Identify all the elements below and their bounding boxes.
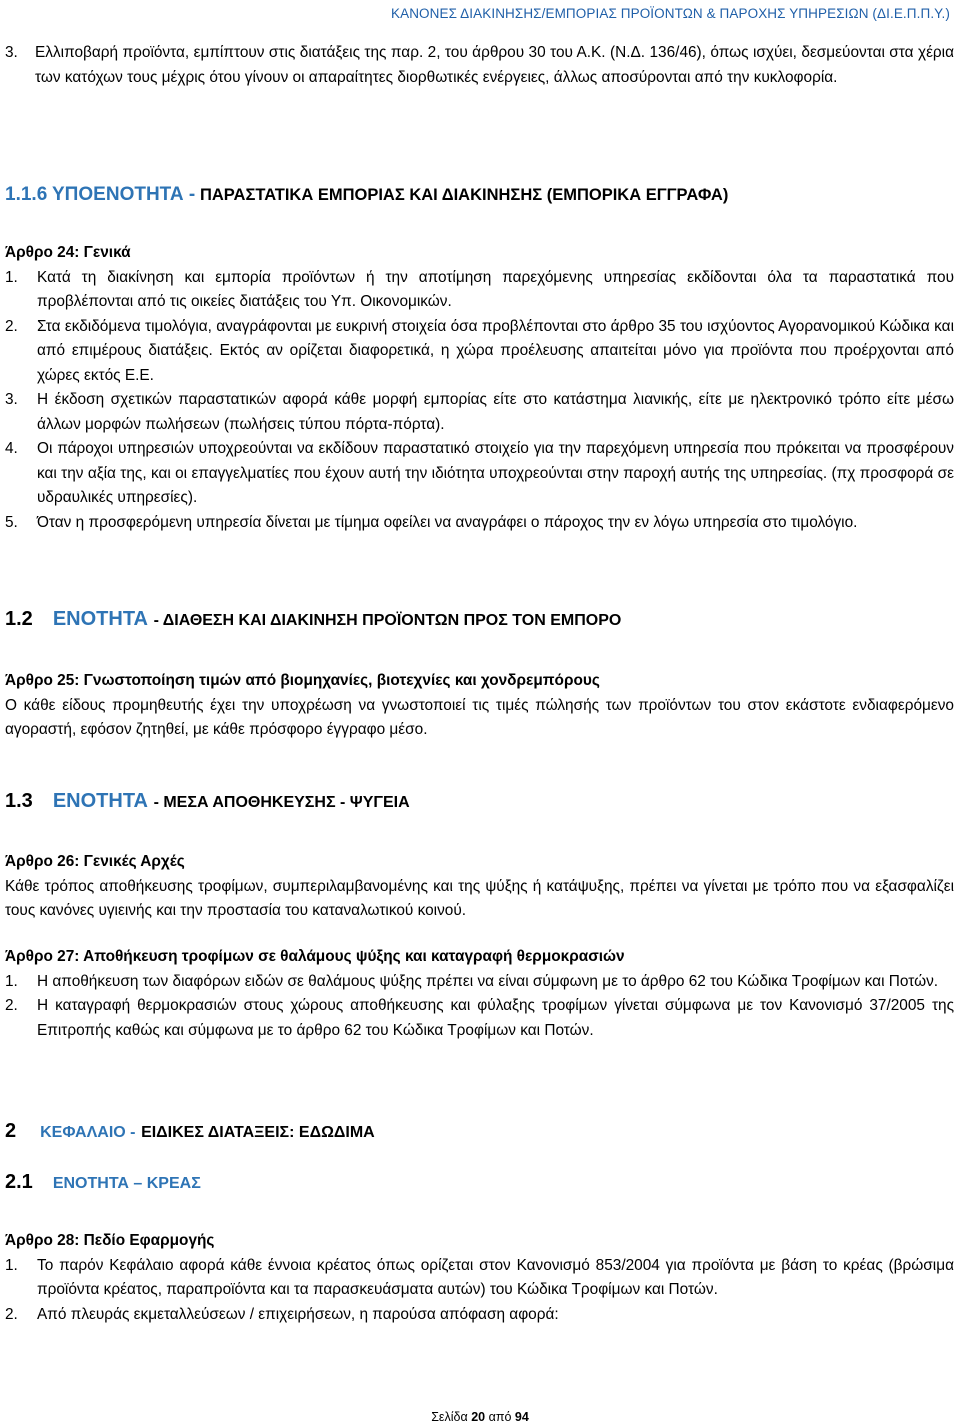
section-label: ΕΝΟΤΗΤΑ – ΚΡΕΑΣ [52, 1175, 201, 1192]
article-25 [5, 669, 954, 743]
list-item [5, 994, 954, 1043]
list-item [5, 970, 954, 995]
subsection-number: 1.1.6 [5, 184, 48, 205]
list-item [5, 1303, 954, 1328]
footer-current-page: 20 [471, 1410, 486, 1424]
list-number: 1. [5, 268, 18, 286]
chapter-number: 2 [5, 1120, 17, 1142]
list-number: 5. [5, 513, 18, 531]
section-heading-1-2 [5, 608, 621, 631]
list-text: Το παρόν Κεφάλαιο αφορά κάθε έννοια κρέατος όπως ορίζεται στον Κανονισμό 853/2004 για προϊόντα με βάση το κρέας (βρώσιμα προϊόντα κρέατος, παραπροϊόντα και τα παρασκευάσματα αυτών) του Κώδικα Τροφίμων και Ποτών. [37, 1256, 954, 1298]
article-28 [5, 1229, 954, 1327]
subsection-title: ΠΑΡΑΣΤΑΤΙΚΑ ΕΜΠΟΡΙΑΣ ΚΑΙ ΔΙΑΚΙΝΗΣΗΣ (ΕΜΠΟΡΙΚΑ ΕΓΓΡΑΦΑ) [199, 186, 729, 204]
list-number: 2. [5, 1305, 18, 1323]
article-title: Άρθρο 26: Γενικές Αρχές [5, 853, 185, 870]
chapter-title: ΕΙΔΙΚΕΣ ΔΙΑΤΑΞΕΙΣ: ΕΔΩΔΙΜΑ [141, 1124, 375, 1141]
list-number: 4. [5, 440, 18, 457]
list-item [5, 437, 954, 511]
section-heading-2-1 [5, 1171, 201, 1194]
footer-middle: από [488, 1410, 512, 1424]
list-number: 3. [5, 44, 18, 61]
list-number: 1. [5, 1256, 18, 1274]
top-list-item [5, 41, 954, 90]
list-text: Στα εκδιδόμενα τιμολόγια, αναγράφονται με ευκρινή στοιχεία όσα προβλέπονται στο άρθρο 35 του ισχύοντος Αγορανομικού Κώδικα και από επιμέρους διατάξεις. Εκτός αν ορίζεται διαφορετικά, η χώρα προέλευσης απαιτείται μόνο για προϊόντα που προέρχονται από χώρες εκτός Ε.Ε. [37, 317, 954, 384]
running-header: ΚΑΝΟΝΕΣ ΔΙΑΚΙΝΗΣΗΣ/ΕΜΠΟΡΙΑΣ ΠΡΟΪΟΝΤΩΝ & ΠΑΡΟΧΗΣ ΥΠΗΡΕΣΙΩΝ (ΔΙ.Ε.Π.Π.Υ.) [391, 6, 950, 21]
article-24 [5, 241, 954, 535]
list-item [5, 266, 954, 315]
article-title: Άρθρο 28: Πεδίο Εφαρμογής [5, 1232, 215, 1249]
footer-prefix: Σελίδα [431, 1410, 468, 1424]
list-number: 2. [5, 997, 18, 1014]
list-number: 2. [5, 317, 18, 335]
section-title: - ΜΕΣΑ ΑΠΟΘΗΚΕΥΣΗΣ - ΨΥΓΕΙΑ [153, 794, 410, 811]
list-item [5, 388, 954, 437]
list-text: Όταν η προσφερόμενη υπηρεσία δίνεται με τίμημα οφείλει να αναγράφει ο πάροχος την εν λόγω υπηρεσία στο τιμολόγιο. [37, 513, 858, 531]
article-27 [5, 945, 954, 1043]
list-text: Η έκδοση σχετικών παραστατικών αφορά κάθε μορφή εμπορίας είτε στο κατάστημα λιανικής, είτε με ηλεκτρονικό τρόπο είτε μέσω άλλων μορφών πωλήσεων (πωλήσεις τύπου πόρτα-πόρτα). [37, 391, 954, 433]
list-number: 1. [5, 972, 18, 990]
subsection-heading-1-1-6 [5, 184, 728, 206]
list-text: Από πλευράς εκμεταλλεύσεων / επιχειρήσεων, η παρούσα απόφαση αφορά: [37, 1305, 559, 1323]
article-title: Άρθρο 27: Αποθήκευση τροφίμων σε θαλάμους ψύξης και καταγραφή θερμοκρασιών [5, 948, 625, 965]
chapter-label: ΚΕΦΑΛΑΙΟ - [40, 1124, 136, 1141]
list-text: Η καταγραφή θερμοκρασιών στους χώρους αποθήκευσης και φύλαξης τροφίμων γίνεται σύμφωνα με τον Κανονισμό 37/2005 της Επιτροπής καθώς και σύμφωνα με το άρθρο 62 του Κώδικα Τροφίμων και Ποτών. [37, 997, 954, 1039]
list-text: Κατά τη διακίνηση και εμπορία προϊόντων ή την αποτίμηση παρεχόμενης υπηρεσίας εκδίδονται όλα τα παραστατικά που προβλέπονται από τις οικείες διατάξεις του Υπ. Οικονομικών. [37, 268, 954, 310]
section-number: 1.3 [5, 790, 33, 812]
list-text: Ελλιποβαρή προϊόντα, εμπίπτουν στις διατάξεις της παρ. 2, του άρθρου 30 του Α.Κ. (Ν.Δ. 136/46), όπως ισχύει, δεσμεύονται στα χέρια των κατόχων τους μέχρις ότου γίνουν οι απαραίτητες διορθωτικές ενέργειες, άλλως αποσύρονται από την κυκλοφορία. [35, 44, 954, 86]
list-item [5, 1254, 954, 1303]
list-text: Η αποθήκευση των διαφόρων ειδών σε θαλάμους ψύξης πρέπει να είναι σύμφωνη με το άρθρο 62 του Κώδικα Τροφίμων και Ποτών. [37, 972, 939, 990]
list-text: Οι πάροχοι υπηρεσιών υποχρεούνται να εκδίδουν παραστατικό στοιχείο για την παρεχόμενη υπηρεσία που πρόκειται να προσφέρουν και την αξία της, και οι επαγγελματίες που έχουν αυτή την ιδιότητα υποχρεούνται στην παροχή αυτής της υπηρεσίας. (πχ προσφορά σε υδραυλικές υπηρεσίες). [37, 440, 954, 506]
chapter-heading-2 [5, 1120, 375, 1143]
footer-total-pages: 94 [514, 1410, 529, 1424]
article-text: Ο κάθε είδους προμηθευτής έχει την υποχρέωση να γνωστοποιεί τις τιμές πώλησής των προϊόντων του στον εκάστοτε ενδιαφερόμενο αγοραστή, εφόσον ζητηθεί, με κάθε πρόσφορο έγγραφο μέσο. [5, 696, 954, 738]
subsection-label: ΥΠΟΕΝΟΤΗΤΑ - [52, 184, 196, 205]
section-number: 1.2 [5, 608, 33, 630]
article-text: Κάθε τρόπος αποθήκευσης τροφίμων, συμπεριλαμβανομένης και της ψύξης ή κατάψυξης, πρέπει να γίνεται με τρόπο που να εξασφαλίζει τους κανόνες υγιεινής και την προστασία του καταναλωτικού κοινού. [5, 877, 954, 919]
section-heading-1-3 [5, 790, 410, 813]
page-footer [0, 1410, 960, 1424]
article-title: Άρθρο 25: Γνωστοποίηση τιμών από βιομηχανίες, βιοτεχνίες και χονδρεμπόρους [5, 672, 600, 689]
list-item [5, 511, 954, 536]
section-title: - ΔΙΑΘΕΣΗ ΚΑΙ ΔΙΑΚΙΝΗΣΗ ΠΡΟΪΟΝΤΩΝ ΠΡΟΣ ΤΟΝ ΕΜΠΟΡΟ [153, 612, 622, 629]
section-label: ΕΝΟΤΗΤΑ [52, 790, 148, 812]
list-number: 3. [5, 391, 18, 408]
list-item [5, 315, 954, 389]
article-26 [5, 850, 954, 924]
article-title: Άρθρο 24: Γενικά [5, 244, 131, 261]
section-number: 2.1 [5, 1171, 33, 1193]
section-label: ΕΝΟΤΗΤΑ [52, 608, 148, 630]
